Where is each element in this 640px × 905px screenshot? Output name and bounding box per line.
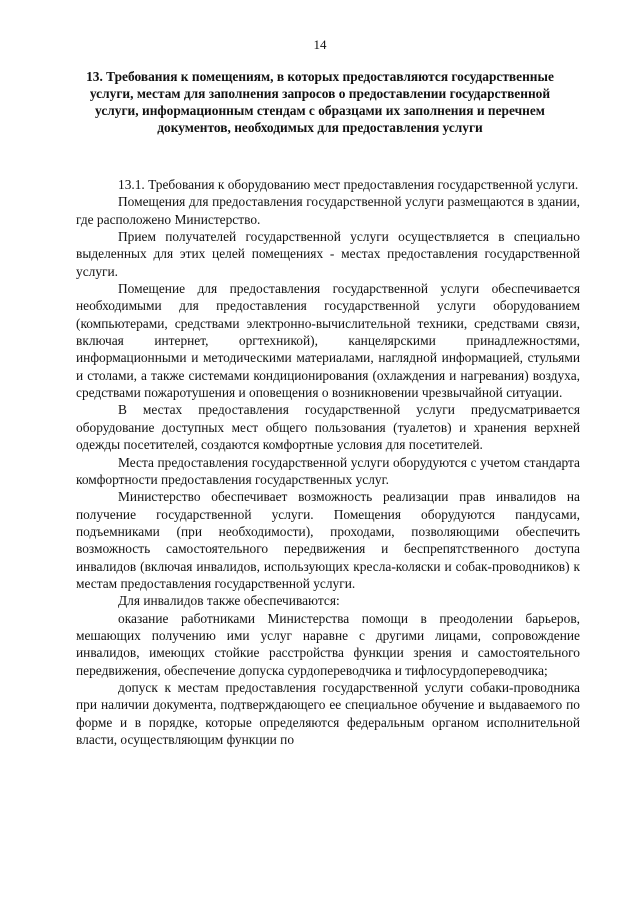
document-body [76, 176, 580, 748]
paragraph-guide-dog: допуск к местам предоставления государственной услуги собаки-проводника при наличии документа, подтверждающего ее специальное обучение и выдаваемого по форме и в порядке, которые определяются федеральным органом исполнительной власти, осуществляющим функции по [76, 679, 580, 747]
paragraph-reception: Прием получателей государственной услуги осуществляется в специально выделенных для этих целей помещениях - местах предоставления государственной услуги. [76, 229, 580, 279]
paragraph-13-1: 13.1. Требования к оборудованию мест предоставления государственной услуги. [118, 177, 579, 192]
paragraph-premises-location: Помещения для предоставления государственной услуги размещаются в здании, где расположено Министерство. [76, 194, 580, 227]
paragraph-equipment: Помещение для предоставления государственной услуги обеспечивается необходимыми для предоставления государственной услуги оборудованием (компьютерами, средствами электронно-вычислительной техники, средствами связи, включая интернет, оргтехникой), канцелярскими принадлежностями, информационными и методическими материалами, наглядной информацией, стульями и столами, а также системами кондиционирования (охлаждения и нагревания) воздуха, средствами пожаротушения и оповещения о возникновении чрезвычайной ситуации. [76, 281, 580, 401]
paragraph-staff-assistance: оказание работниками Министерства помощи в преодолении барьеров, мешающих получению ими услуг наравне с другими лицами, сопровождение инвалидов, имеющих стойкие расстройства функции зрения и самостоятельного передвижения, обеспечение допуска сурдопереводчика и тифлосурдопереводчика; [76, 610, 580, 678]
paragraph-disability-access: Министерство обеспечивает возможность реализации прав инвалидов на получение государственной услуги. Помещения оборудуются пандусами, подъемниками (при необходимости), проходами, позволяющими обеспечить возможность самостоятельного передвижения и беспрепятственного доступа инвалидов (включая инвалидов, использующих кресла-коляски и собак-проводников) к местам предоставления государственной услуги. [76, 489, 580, 591]
page-number: 14 [313, 37, 327, 52]
paragraph-disability-intro: Для инвалидов также обеспечиваются: [118, 593, 340, 609]
paragraph-amenities: В местах предоставления государственной услуги предусматривается оборудование доступных мест общего пользования (туалетов) и хранения верхней одежды посетителей, создаются комфортные условия для посетителей. [76, 402, 580, 453]
section-heading: 13. Требования к помещениям, в которых предоставляются государственные услуги, местам для заполнения запросов о предоставлении государственной услуги, информационным стендам с образцами их заполнения и перечнем документов, необходимых для предоставления услуги [86, 69, 554, 135]
paragraph-comfort-standard: Места предоставления государственной услуги оборудуются с учетом стандарта комфортности предоставления государственных услуг. [76, 454, 580, 487]
